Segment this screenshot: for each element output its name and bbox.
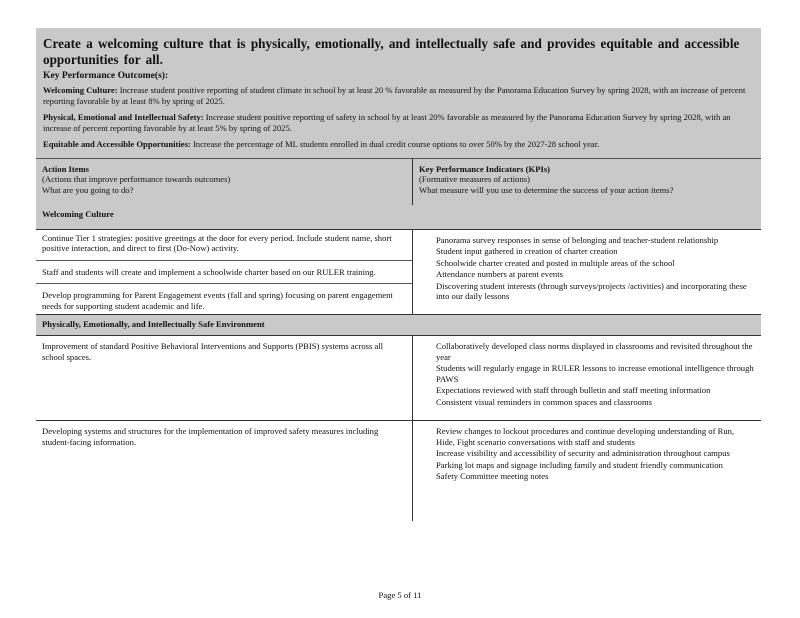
- action-item: Develop programming for Parent Engagement events (fall and spring) focusing on parent engagement needs for supporting student academic and life.: [36, 283, 412, 314]
- outcome-welcoming: [43, 85, 754, 106]
- goal-title: Create a welcoming culture that is physically, emotionally, and intellectually safe and provides equitable and accessible opportunities for all.: [43, 36, 740, 67]
- list-item: [419, 269, 755, 280]
- kpi-text: Expectations reviewed with staff through bulletin and staff meeting information: [436, 385, 711, 395]
- header-sub: (Actions that improve performance towards outcomes): [42, 174, 231, 184]
- outcome-text: Increase the percentage of ML students enrolled in dual credit course options to over 50% by the 2027-28 school year.: [190, 139, 600, 149]
- action-item: Continue Tier 1 strategies: positive greetings at the door for every period. Include student name, short positive interaction, and direct to first (Do-Now) activity.: [42, 232, 392, 253]
- section-header-row: [36, 315, 761, 336]
- outcome-equity: [43, 139, 754, 150]
- list-item: [419, 426, 755, 447]
- kpis-cell: [413, 229, 762, 315]
- header-title: Action Items: [42, 163, 90, 174]
- outcome-label: Welcoming Culture:: [43, 85, 118, 95]
- list-item: [419, 397, 755, 408]
- list-item: [419, 235, 755, 246]
- list-item: [419, 363, 755, 384]
- list-item: [419, 471, 755, 482]
- section-title: Welcoming Culture: [36, 205, 761, 230]
- list-item: [419, 341, 755, 362]
- kpis-cell: [413, 421, 762, 522]
- outcome-label: Equitable and Accessible Opportunities:: [43, 139, 191, 149]
- header-sub: What are you going to do?: [42, 184, 134, 195]
- list-item: [419, 385, 755, 396]
- kpi-text: Attendance numbers at parent events: [436, 269, 563, 279]
- kpi-list: [413, 336, 761, 412]
- kpo-heading: Key Performance Outcome(s):: [43, 70, 169, 81]
- section-header-row: [36, 205, 761, 230]
- list-item: [419, 246, 755, 257]
- table-row: [36, 421, 761, 522]
- kpi-text: Increase visibility and accessibility of security and administration throughout campus: [436, 448, 730, 458]
- action-item: Staff and students will create and implement a schoolwide charter based on our RULER training.: [36, 260, 412, 284]
- header-sub: What measure will you use to determine the success of your action items?: [419, 184, 674, 195]
- actions-cell: [36, 336, 413, 421]
- kpi-text: Review changes to lockout procedures and continue developing understanding of Run, Hide, Fight scenario conversations with staff and students: [436, 426, 735, 447]
- kpi-text: Parking lot maps and signage including family and student friendly communication: [436, 459, 723, 470]
- plan-page: [36, 28, 761, 521]
- list-item: [419, 460, 755, 471]
- actions-cell: [36, 421, 413, 522]
- kpis-cell: [413, 336, 762, 421]
- kpi-text: Students will regularly engage in RULER lessons to increase emotional intelligence through PAWS: [436, 363, 754, 384]
- action-table: [36, 158, 761, 522]
- kpi-list: [413, 421, 761, 487]
- kpi-text: Panorama survey responses in sense of belonging and teacher-student relationship: [436, 234, 719, 245]
- kpi-text: Safety Committee meeting notes: [436, 471, 549, 481]
- header-sub: (Formative measures of actions): [419, 174, 530, 184]
- kpi-header: [413, 158, 762, 205]
- kpi-text: Discovering student interests (through surveys/projects /activities) and incorporating these into our daily lessons: [436, 280, 747, 301]
- outcome-label: Physical, Emotional and Intellectual Safety:: [43, 112, 204, 122]
- kpi-text: Student input gathered in creation of charter creation: [436, 246, 618, 256]
- list-item: [419, 448, 755, 459]
- action-item: Developing systems and structures for the implementation of improved safety measures including student-facing information.: [42, 426, 379, 447]
- kpi-text: Consistent visual reminders in common spaces and classrooms: [436, 396, 653, 407]
- header-title: Key Performance Indicators (KPIs): [419, 163, 551, 174]
- table-header-row: [36, 158, 761, 205]
- action-item: Improvement of standard Positive Behavioral Interventions and Supports (PBIS) systems across all school spaces.: [42, 341, 384, 362]
- goal-header: [36, 28, 761, 158]
- outcome-safety: [43, 112, 754, 133]
- section-title: Physically, Emotionally, and Intellectually Safe Environment: [36, 315, 761, 336]
- actions-cell: [36, 229, 413, 315]
- kpi-text: Collaboratively developed class norms displayed in classrooms and revisited throughout the year: [436, 341, 753, 362]
- table-row: [36, 336, 761, 421]
- page-number: Page 5 of 11: [378, 590, 422, 600]
- action-items-header: [36, 158, 413, 205]
- list-item: [419, 258, 755, 269]
- kpi-list: [413, 230, 761, 307]
- kpi-text: Schoolwide charter created and posted in multiple areas of the school: [436, 257, 675, 268]
- table-row: [36, 229, 761, 315]
- outcome-text: Increase student positive reporting of student climate in school by at least 20 % favorable as measured by the Panorama Education Survey by spring 2028, with an increase of percent reporting favorable by at least 8% by spring of 2025.: [43, 85, 746, 106]
- list-item: [419, 281, 755, 302]
- outcome-text: Increase student positive reporting of safety in school by at least 20% favorable as measured by the Panorama Education Survey by spring 2028, with an increase of percent reporting favorable by at least 5% by spring of 2025.: [43, 112, 731, 133]
